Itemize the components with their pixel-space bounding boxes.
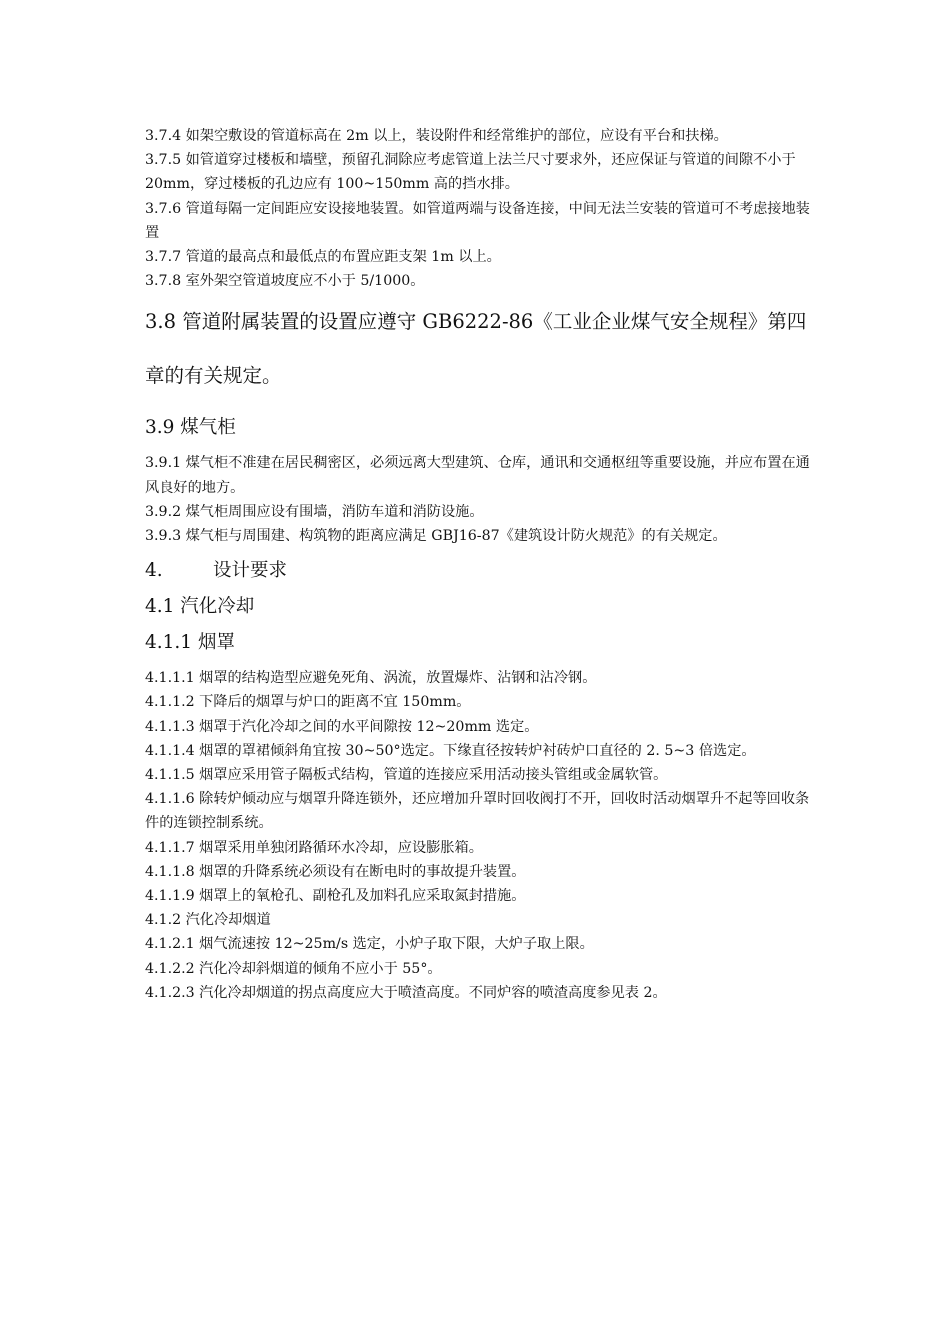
paragraph-3-7-6: 3.7.6 管道每隔一定间距应安设接地装置。如管道两端与设备连接，中间无法兰安装的管道可不考虑接地装置 [145, 200, 810, 241]
paragraph-4-1-2-3: 4.1.2.3 汽化冷却烟道的拐点高度应大于喷渣高度。不同炉容的喷渣高度参见表 2。 [145, 984, 667, 1001]
paragraph-4-1-1-5: 4.1.1.5 烟罩应采用管子隔板式结构，管道的连接应采用活动接头管组或金属软管。 [145, 767, 668, 784]
heading-4-text: 设计要求 [213, 560, 288, 582]
paragraph-3-9-3: 3.9.3 煤气柜与周围建、构筑物的距离应满足 GBJ16-87《建筑设计防火规范》的有关规定。 [145, 528, 727, 545]
paragraph-3-7-8: 3.7.8 室外架空管道坡度应不小于 5/1000。 [145, 273, 425, 290]
paragraph-4-1-2-2: 4.1.2.2 汽化冷却斜烟道的倾角不应小于 55°。 [145, 960, 442, 977]
paragraph-4-1-1-6: 4.1.1.6 除转炉倾动应与烟罩升降连锁外，还应增加升罩时回收阀打不开，回收时活动烟罩升不起等回收条件的连锁控制系统。 [145, 791, 810, 832]
document-body [145, 124, 810, 1005]
paragraph-4-1-1-8: 4.1.1.8 烟罩的升降系统必须设有在断电时的事故提升装置。 [145, 863, 526, 880]
paragraph-4-1-1-7: 4.1.1.7 烟罩采用单独闭路循环水冷却，应设膨胀箱。 [145, 839, 483, 856]
paragraph-4-1-1-1: 4.1.1.1 烟罩的结构造型应避免死角、涡流，放置爆炸、沾钢和沾冷钢。 [145, 670, 597, 687]
heading-4 [145, 558, 810, 584]
paragraph-3-7-5: 3.7.5 如管道穿过楼板和墙壁，预留孔洞除应考虑管道上法兰尺寸要求外，还应保证与管道的间隙不小于 20mm，穿过楼板的孔边应有 100~150mm 高的挡水排。 [145, 152, 796, 193]
paragraph-4-1-1-3: 4.1.1.3 烟罩于汽化冷却之间的水平间隙按 12~20mm 选定。 [145, 718, 539, 735]
paragraph-4-1-2-1: 4.1.2.1 烟气流速按 12~25m/s 选定，小炉子取下限，大炉子取上限。 [145, 936, 594, 953]
paragraph-4-1-1-4: 4.1.1.4 烟罩的罩裙倾斜角宜按 30~50°选定。下缘直径按转炉衬砖炉口直径的 2. 5~3 倍选定。 [145, 742, 756, 759]
paragraph-4-1-2: 4.1.2 汽化冷却烟道 [145, 912, 271, 929]
paragraph-3-7-7: 3.7.7 管道的最高点和最低点的布置应距支架 1m 以上。 [145, 249, 501, 266]
heading-4-number: 4. [145, 560, 163, 582]
paragraph-4-1-1-2: 4.1.1.2 下降后的烟罩与炉口的距离不宜 150mm。 [145, 694, 471, 711]
paragraph-3-9-2: 3.9.2 煤气柜周围应设有围墙，消防车道和消防设施。 [145, 503, 484, 520]
heading-3-8: 3.8 管道附属装置的设置应遵守 GB6222-86《工业企业煤气安全规程》第四章的有关规定。 [145, 310, 807, 388]
paragraph-4-1-1-9: 4.1.1.9 烟罩上的氧枪孔、副枪孔及加料孔应采取氮封措施。 [145, 888, 526, 905]
heading-3-9: 3.9 煤气柜 [145, 417, 236, 439]
paragraph-3-7-4: 3.7.4 如架空敷设的管道标高在 2m 以上，装设附件和经常维护的部位，应设有平台和扶梯。 [145, 128, 728, 144]
paragraph-3-9-1: 3.9.1 煤气柜不准建在居民稠密区，必须远离大型建筑、仓库，通讯和交通枢纽等重要设施，并应布置在通风良好的地方。 [145, 455, 810, 496]
heading-4-1-1: 4.1.1 烟罩 [145, 632, 235, 654]
heading-4-1: 4.1 汽化冷却 [145, 596, 255, 618]
